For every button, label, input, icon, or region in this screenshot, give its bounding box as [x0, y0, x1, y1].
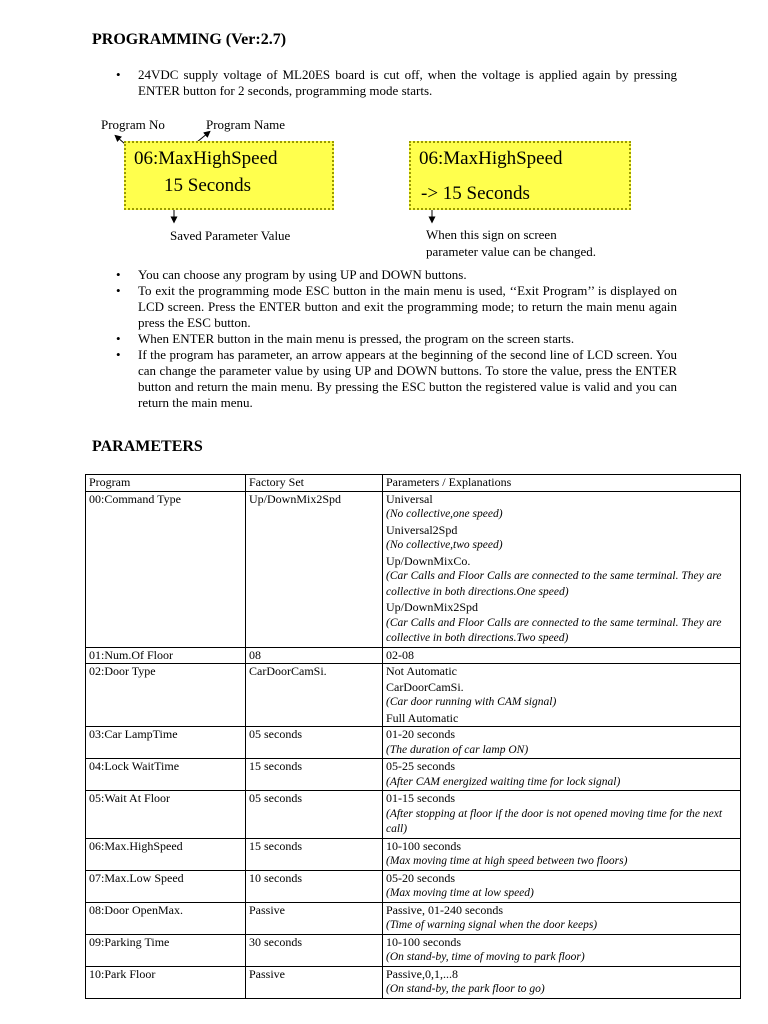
instruction-bullet: • When ENTER button in the main menu is pressed, the program on the screen starts. — [92, 331, 677, 347]
cell-explanation — [383, 934, 741, 966]
cell-factory-set: 08 — [246, 647, 383, 664]
cell-factory-set: 10 seconds — [246, 870, 383, 902]
explanation-value: Universal2Spd — [386, 522, 458, 537]
explanation-value: 05-25 seconds — [386, 759, 455, 773]
table-row — [86, 727, 741, 759]
cell-explanation — [383, 791, 741, 839]
instruction-bullet: • To exit the programming mode ESC button in the main menu is used, ‘‘Exit Program’’ is displayed on LCD screen. Press the ENTER button and exit the programming mode; to return the main menu again press the ESC button. — [92, 283, 677, 331]
explanation-value: 05-20 seconds — [386, 870, 455, 885]
explanation-value: Not Automatic — [386, 664, 457, 678]
table-row — [86, 759, 741, 791]
explanation-value: Passive,0,1,...8 — [386, 966, 458, 981]
intro-bullet: • 24VDC supply voltage of ML20ES board is cut off, when the voltage is applied again by pressing ENTER button for 2 seconds, programming mode starts. — [92, 67, 677, 99]
cell-explanation — [383, 664, 741, 727]
lcd-line2: -> 15 Seconds — [421, 183, 530, 204]
cell-factory-set: Passive — [246, 902, 383, 934]
table-row — [86, 491, 741, 647]
explanation-note: (Car Calls and Floor Calls are connected to the same terminal. They are collective in both directions.Two speed) — [386, 616, 722, 644]
parameters-heading: PARAMETERS — [92, 438, 203, 455]
cell-program: 08:Door OpenMax. — [86, 902, 246, 934]
label-program-name: Program Name — [206, 117, 286, 132]
lcd-line2: 15 Seconds — [164, 175, 252, 196]
instruction-bullet: • You can choose any program by using UP and DOWN buttons. — [92, 267, 677, 283]
cell-program: 05:Wait At Floor — [86, 791, 246, 839]
table-row — [86, 902, 741, 934]
label-program-no: Program No — [101, 117, 165, 132]
cell-explanation — [383, 838, 741, 870]
table-row — [86, 934, 741, 966]
explanation-note: (Max moving time at high speed between two floors) — [386, 855, 628, 867]
cell-program: 07:Max.Low Speed — [86, 870, 246, 902]
explanation-note: (No collective,two speed) — [386, 539, 503, 551]
explanation-value: 10-100 seconds — [386, 934, 461, 949]
explanation-value: Full Automatic — [386, 710, 459, 725]
explanation-value: Up/DownMix2Spd — [386, 600, 479, 614]
cell-explanation — [383, 870, 741, 902]
cell-factory-set: 05 seconds — [246, 791, 383, 839]
header-parameters: Parameters / Explanations — [383, 475, 741, 492]
header-factory-set: Factory Set — [246, 475, 383, 492]
cell-explanation — [383, 647, 741, 664]
cell-program: 03:Car LampTime — [86, 727, 246, 759]
cell-program: 09:Parking Time — [86, 934, 246, 966]
explanation-note: (The duration of car lamp ON) — [386, 743, 529, 756]
explanation-note: (On stand-by, time of moving to park floor) — [386, 951, 585, 963]
cell-factory-set: Up/DownMix2Spd — [246, 491, 383, 647]
explanation-note: (Max moving time at low speed) — [386, 887, 534, 899]
table-row — [86, 791, 741, 839]
cell-factory-set: 15 seconds — [246, 838, 383, 870]
table-row — [86, 966, 741, 998]
explanation-note: (After stopping at floor if the door is not opened moving time for the next call) — [386, 807, 723, 835]
table-header-row — [86, 475, 741, 492]
cell-explanation — [383, 902, 741, 934]
explanation-value: Up/DownMixCo. — [386, 553, 471, 568]
caption-sign-1: When this sign on screen — [426, 227, 557, 242]
explanation-value: Passive, 01-240 seconds — [386, 902, 503, 917]
instructions-list — [92, 267, 677, 411]
explanation-value: 01-20 seconds — [386, 727, 455, 741]
cell-explanation — [383, 727, 741, 759]
cell-program: 01:Num.Of Floor — [86, 647, 246, 664]
explanation-note: (Time of warning signal when the door keeps) — [386, 919, 598, 931]
table-row — [86, 664, 741, 727]
explanation-note: (Car door running with CAM signal) — [386, 696, 557, 708]
explanation-value: Universal — [386, 491, 433, 506]
instruction-bullet: • If the program has parameter, an arrow appears at the beginning of the second line of LCD screen. You can change the parameter value by using UP and DOWN buttons. To store the value, press the ENTER button and return the main menu. By pressing the ESC button the registered value is valid and you can return the main menu. — [92, 347, 677, 411]
explanation-note: (Car Calls and Floor Calls are connected to the same terminal. They are collective in both directions.One speed) — [386, 570, 722, 598]
lcd-screen-saved — [124, 141, 334, 210]
explanation-note: (No collective,one speed) — [386, 508, 503, 520]
explanation-value: 02-08 — [386, 647, 414, 662]
cell-program: 04:Lock WaitTime — [86, 759, 246, 791]
explanation-value: 10-100 seconds — [386, 838, 461, 853]
cell-program: 10:Park Floor — [86, 966, 246, 998]
page-title: PROGRAMMING (Ver:2.7) — [92, 31, 287, 48]
table-row — [86, 870, 741, 902]
header-program: Program — [86, 475, 246, 492]
lcd-line1: 06:MaxHighSpeed — [134, 148, 278, 169]
cell-factory-set: CarDoorCamSi. — [246, 664, 383, 727]
lcd-screen-editable — [409, 141, 631, 210]
table-row — [86, 838, 741, 870]
cell-factory-set: 30 seconds — [246, 934, 383, 966]
cell-explanation — [383, 966, 741, 998]
cell-program: 02:Door Type — [86, 664, 246, 727]
cell-explanation — [383, 491, 741, 647]
cell-factory-set: Passive — [246, 966, 383, 998]
lcd-line1: 06:MaxHighSpeed — [419, 148, 563, 169]
parameters-table — [85, 474, 741, 999]
cell-factory-set: 05 seconds — [246, 727, 383, 759]
cell-factory-set: 15 seconds — [246, 759, 383, 791]
explanation-note: (On stand-by, the park floor to go) — [386, 983, 545, 995]
diagram-arrows — [0, 0, 768, 270]
cell-program: 00:Command Type — [86, 491, 246, 647]
caption-saved-value: Saved Parameter Value — [170, 228, 291, 243]
caption-sign-2: parameter value can be changed. — [426, 244, 596, 259]
cell-program: 06:Max.HighSpeed — [86, 838, 246, 870]
explanation-value: 01-15 seconds — [386, 791, 455, 805]
table-row — [86, 647, 741, 664]
cell-explanation — [383, 759, 741, 791]
explanation-note: (After CAM energized waiting time for lock signal) — [386, 775, 621, 788]
explanation-value: CarDoorCamSi. — [386, 679, 464, 694]
